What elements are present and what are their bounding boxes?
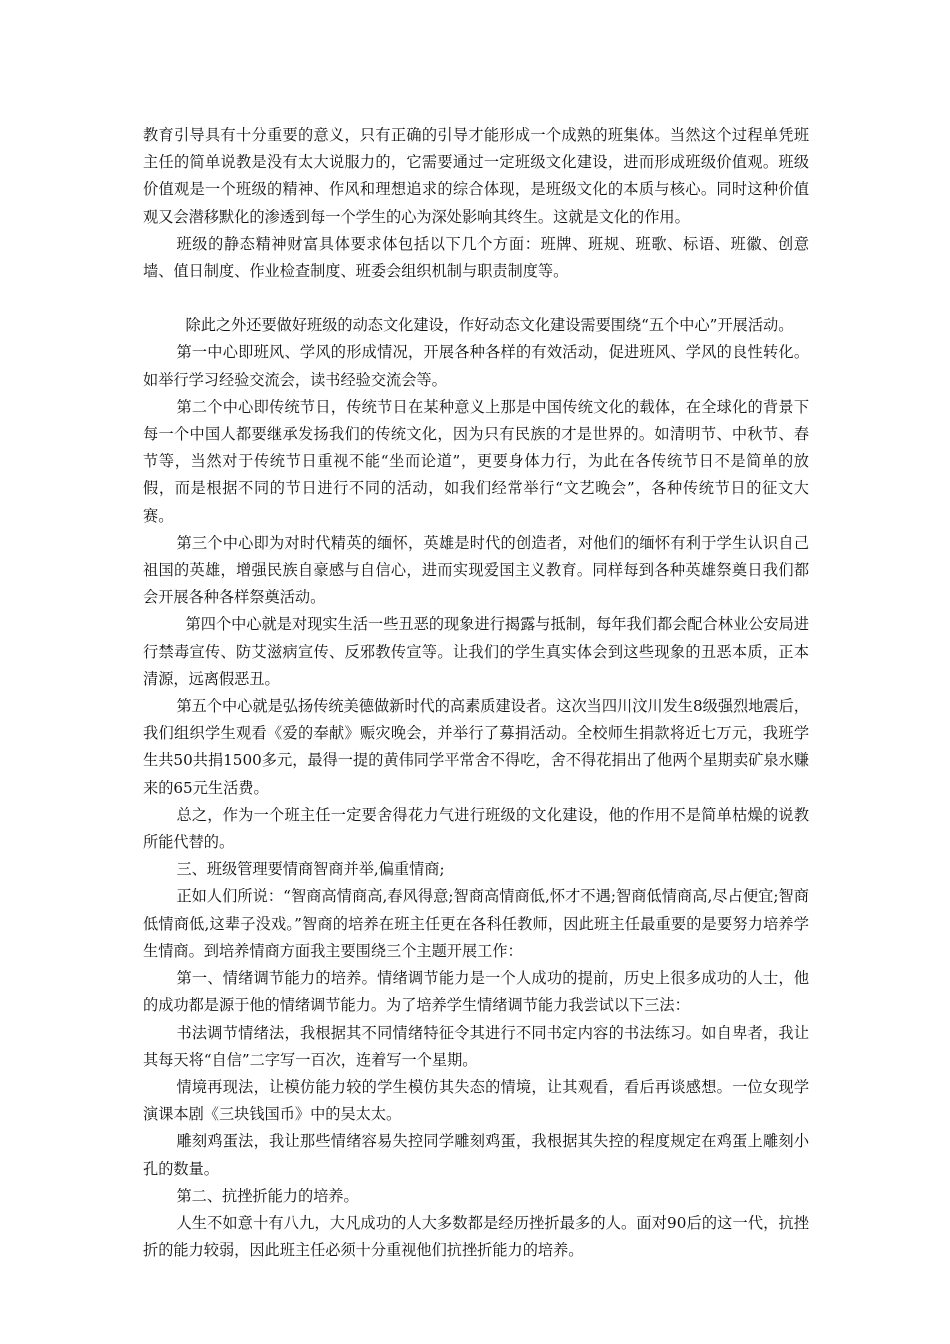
section-heading-three: 三、班级管理要情商智商并举,偏重情商; bbox=[176, 860, 445, 879]
paragraph-frustration-body: 人生不如意十有八九，大凡成功的人大多数都是经历挫折最多的人。面对90后的这一代，抗挫折的能力较弱，因此班主任必须十分重视他们抗挫折能力的培养。 bbox=[143, 1213, 809, 1260]
paragraph-egg-method: 雕刻鸡蛋法，我让那些情绪容易失控同学雕刻鸡蛋，我根据其失控的程度规定在鸡蛋上雕刻小孔的数量。 bbox=[143, 1132, 809, 1178]
paragraph-conclusion: 总之，作为一个班主任一定要舍得花力气进行班级的文化建设，他的作用不是简单枯燥的说教所能代替的。 bbox=[143, 805, 809, 852]
paragraph-center-two: 第二个中心即传统节日，传统节日在某种意义上那是中国传统文化的载体，在全球化的背景下每一个中国人都要继承发扬我们的传统文化，因为只有民族的才是世界的。如清明节、中秋节、春节等，当然对于传统节日重视不能“坐而论道”，更要身体力行，为此在各传统节日不是简单的放假，而是根据不同的节日进行不同的活动，如我们经常举行“文艺晚会”，各种传统节日的征文大赛。 bbox=[143, 397, 809, 525]
paragraph-static-wealth: 班级的静态精神财富具体要求体包括以下几个方面：班牌、班规、班歌、标语、班徽、创意墙、值日制度、作业检查制度、班委会组织机制与职责制度等。 bbox=[143, 234, 809, 281]
paragraph-center-five: 第五个中心就是弘扬传统美德做新时代的高素质建设者。这次当四川汶川发生8级强烈地震后，我们组织学生观看《爱的奉献》赈灾晚会，并举行了募捐活动。全校师生捐款将近七万元，我班学生共50共捐1500多元，最得一提的黄伟同学平常舍不得吃，舍不得花捐出了他两个星期卖矿泉水赚来的65元生活费。 bbox=[143, 697, 809, 797]
paragraph-scene-method: 情境再现法，让模仿能力较的学生模仿其失态的情境，让其观看，看后再谈感想。一位女现学演课本剧《三块钱国币》中的吴太太。 bbox=[143, 1077, 809, 1124]
paragraph-frustration-heading: 第二、抗挫折能力的培养。 bbox=[176, 1186, 359, 1205]
paragraph-culture-intro: 教育引导具有十分重要的意义，只有正确的引导才能形成一个成熟的班集体。当然这个过程单凭班主任的简单说教是没有太大说服力的，它需要通过一定班级文化建设，进而形成班级价值观。班级价值观是一个班级的精神、作风和理想追求的综合体现，是班级文化的本质与核心。同时这种价值观又会潜移默化的渗透到每一个学生的心为深处影响其终生。这就是文化的作用。 bbox=[143, 126, 809, 226]
paragraph-emotion-regulation: 第一、情绪调节能力的培养。情绪调节能力是一个人成功的提前，历史上很多成功的人士，他的成功都是源于他的情绪调节能力。为了培养学生情绪调节能力我尝试以下三法： bbox=[143, 969, 809, 1015]
paragraph-eq-iq: 正如人们所说：“智商高情商高,春风得意;智商高情商低,怀才不遇;智商低情商高,尽占便宜;智商低情商低,这辈子没戏。”智商的培养在班主任更在各科任教师，因此班主任最重要的是要努力培养学生情商。到培养情商方面我主要围绕三个主题开展工作： bbox=[143, 887, 809, 960]
paragraph-dynamic-culture: 除此之外还要做好班级的动态文化建设，作好动态文化建设需要围绕“五个中心”开展活动。 bbox=[185, 316, 794, 335]
paragraph-center-three: 第三个中心即为对时代精英的缅怀，英雄是时代的创造者，对他们的缅怀有利于学生认识自己祖国的英雄，增强民族自豪感与自信心，进而实现爱国主义教育。同样每到各种英雄祭奠日我们都会开展各种各样祭奠活动。 bbox=[143, 533, 809, 607]
paragraph-center-one: 第一中心即班风、学风的形成情况，开展各种各样的有效活动，促进班风、学风的良性转化。如举行学习经验交流会，读书经验交流会等。 bbox=[143, 343, 809, 389]
document-body bbox=[143, 122, 809, 1264]
paragraph-calligraphy-method: 书法调节情绪法，我根据其不同情绪特征令其进行不同书定内容的书法练习。如自卑者，我让其每天将“自信”二字写一百次，连着写一个星期。 bbox=[143, 1023, 809, 1069]
paragraph-center-four: 第四个中心就是对现实生活一些丑恶的现象进行揭露与抵制，每年我们都会配合林业公安局进行禁毒宣传、防艾滋病宣传、反邪教传宣等。让我们的学生真实体会到这些现象的丑恶本质，正本清源，远离假恶丑。 bbox=[143, 615, 809, 688]
